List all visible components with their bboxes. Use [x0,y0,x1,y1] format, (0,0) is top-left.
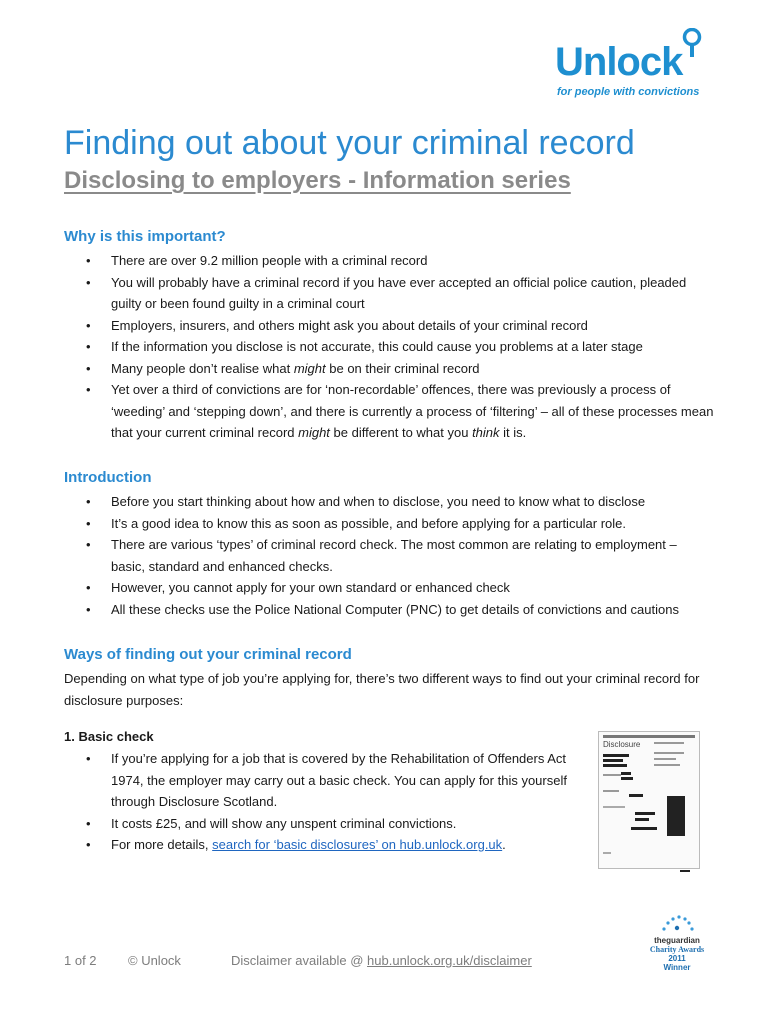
key-icon [680,28,704,58]
section-heading-why: Why is this important? [64,228,226,245]
intro-list [64,491,714,620]
copyright: © Unlock [128,953,181,968]
list-item: • You will probably have a criminal record if you have ever accepted an official police caution, pleaded guilty or been found guilty in a criminal court [64,272,714,315]
list-item: • Yet over a third of convictions are for ‘non-recordable’ offences, there was previously a process of ‘weeding’ and ‘stepping down’, and there is currently a process of ‘filtering’ – all of these processes mean that your current criminal record might be different to what you think it is. [64,379,714,444]
certificate-label: Disclosure [603,740,641,749]
basic-disclosures-link[interactable]: search for ‘basic disclosures’ on hub.unlock.org.uk [212,837,503,852]
page-title: Finding out about your criminal record [64,124,635,162]
disclosure-certificate-image [598,731,700,869]
list-item: • However, you cannot apply for your own standard or enhanced check [64,577,714,599]
section-heading-introduction: Introduction [64,469,152,486]
award-status: Winner [663,963,691,972]
why-list [64,250,714,444]
section-heading-ways: Ways of finding out your criminal record [64,646,352,663]
charity-award-badge [636,914,718,974]
award-publisher: theguardian [654,936,700,945]
ways-paragraph: Depending on what type of job you’re applying for, there’s two different ways to find out your criminal record for disclosure purposes: [64,671,700,708]
page-subtitle: Disclosing to employers - Information series [64,167,571,194]
list-item: • If you’re applying for a job that is covered by the Rehabilitation of Offenders Act 1974, the employer may carry out a basic check. You can apply for this yourself through Disclosure Scotland. [64,748,584,813]
list-item: • Many people don’t realise what might be on their criminal record [64,358,714,380]
stars-icon [660,914,694,934]
list-item: • If the information you disclose is not accurate, this could cause you problems at a later stage [64,336,714,358]
page-number: 1 of 2 [64,953,97,968]
logo-wordmark: Unlock [555,40,683,84]
list-item: • It’s a good idea to know this as soon as possible, and before applying for a particular role. [64,513,714,535]
unlock-logo [555,28,705,102]
list-item: • For more details, search for ‘basic disclosures’ on hub.unlock.org.uk. [64,834,584,856]
award-name: Charity Awards [649,945,705,954]
disclaimer: Disclaimer available @ hub.unlock.org.uk/disclaimer [231,953,532,968]
list-item: • Before you start thinking about how and when to disclose, you need to know what to disclose [64,491,714,513]
list-item: • It costs £25, and will show any unspent criminal convictions. [64,813,584,835]
logo-tagline: for people with convictions [557,86,700,98]
list-item: • There are over 9.2 million people with a criminal record [64,250,714,272]
certificate-mark [680,870,690,872]
list-item: • There are various ‘types’ of criminal record check. The most common are relating to employment – basic, standard and enhanced checks. [64,534,714,577]
disclaimer-link[interactable]: hub.unlock.org.uk/disclaimer [367,953,532,968]
list-item: • All these checks use the Police National Computer (PNC) to get details of convictions and cautions [64,599,714,621]
award-year: 2011 [668,954,686,963]
basic-check-heading: 1. Basic check [64,729,154,744]
basic-check-list [64,748,584,856]
list-item: • Employers, insurers, and others might ask you about details of your criminal record [64,315,714,337]
